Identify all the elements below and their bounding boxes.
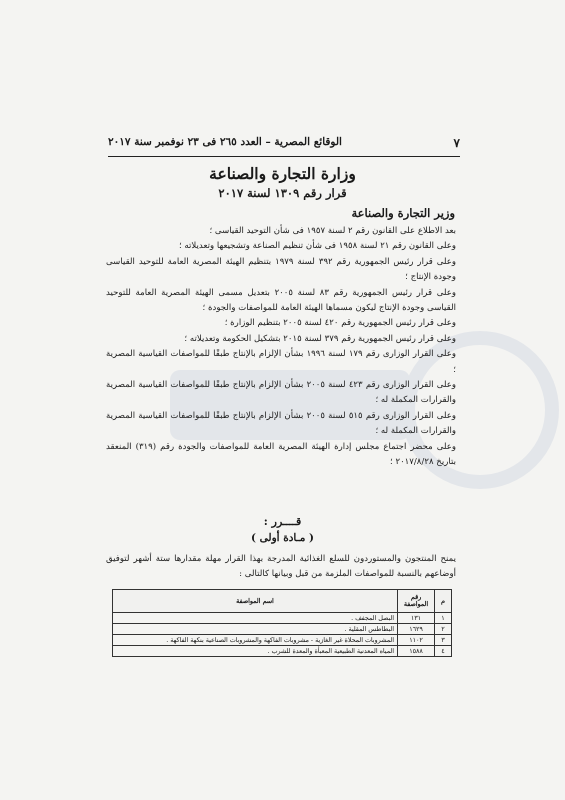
decree-number: قرار رقم ١٣٠٩ لسنة ٢٠١٧ [218, 186, 347, 200]
table-header-row [113, 590, 452, 613]
preamble-line: وعلى القانون رقم ٢١ لسنة ١٩٥٨ فى شأن تنظيم الصناعة وتشجيعها وتعديلاته ؛ [178, 241, 456, 252]
row-index: ٢ [435, 624, 452, 635]
article-text: يمنح المنتجون والمستوردون للسلع الغذائية المدرجة بهذا القرار مهلة مقدارها ستة أشهر لتوفيق أوضاعهم بالنسبة للمواصفات الملزمة من قبل وبيانها كالتالى : [106, 554, 456, 580]
row-index: ٣ [435, 635, 452, 646]
page-number: ٧ [453, 136, 460, 150]
standards-table [112, 589, 452, 657]
preamble [106, 224, 456, 471]
table-row [113, 624, 452, 635]
table-row [113, 646, 452, 657]
preamble-line: وعلى قرار رئيس الجمهورية رقم ٣٩٢ لسنة ١٩٧٩ بتنظيم الهيئة المصرية العامة للتوحيد القياسى وجودة الإنتاج ؛ [106, 256, 456, 283]
standard-name: المياه المعدنية الطبيعية المعبأة والمعدة للشرب . [113, 646, 398, 657]
minister-title: وزير التجارة والصناعة [351, 206, 455, 220]
row-index: ٤ [435, 646, 452, 657]
standard-name: البصل المجفف . [113, 613, 398, 624]
row-index: ١ [435, 613, 452, 624]
preamble-line: وعلى قرار رئيس الجمهورية رقم ٨٣ لسنة ٢٠٠٥ بتعديل مسمى الهيئة المصرية العامة للتوحيد القياسى وجودة الإنتاج ليكون مسماها الهيئة العامة للمواصفات والجودة ؛ [106, 287, 456, 314]
preamble-line: وعلى قرار رئيس الجمهورية رقم ٣٧٩ لسنة ٢٠١٥ بتشكيل الحكومة وتعديلاته ؛ [184, 333, 456, 344]
standard-number: ١٣١ [398, 613, 435, 624]
preamble-line: وعلى قرار رئيس الجمهورية رقم ٤٢٠ لسنة ٢٠٠٥ بتنظيم الوزارة ؛ [224, 318, 456, 329]
standard-number: ١١٠٢ [398, 635, 435, 646]
table-row [113, 635, 452, 646]
column-header-standard-number: رقم المواصفة [398, 590, 435, 613]
standard-number: ١٦٢٩ [398, 624, 435, 635]
preamble-line: وعلى القرار الوزارى رقم ١٧٩ لسنة ١٩٩٦ بشأن الإلزام بالإنتاج طبقًا للمواصفات القياسية المصرية ؛ [106, 349, 456, 375]
ministry-title: وزارة التجارة والصناعة [209, 164, 356, 183]
standard-name: البطاطس المقلية . [113, 624, 398, 635]
column-header-standard-name: اسم المواصفة [113, 590, 398, 613]
table-row [113, 613, 452, 624]
page-header [108, 134, 460, 157]
article-title: ( مـادة أولى ) [251, 532, 314, 544]
preamble-line: وعلى محضر اجتماع مجلس إدارة الهيئة المصرية العامة للمواصفات والجودة رقم (٣١٩) المنعقد بتاريخ ٢٠١٧/٨/٢٨ ؛ [106, 441, 457, 468]
gazette-issue-title: الوقائع المصرية – العدد ٢٦٥ فى ٢٣ نوفمبر سنة ٢٠١٧ [108, 136, 342, 148]
preamble-line: وعلى القرار الوزارى رقم ٥١٥ لسنة ٢٠٠٥ بشأن الإلزام بالإنتاج طبقًا للمواصفات القياسية المصرية والقرارات المكملة له ؛ [106, 410, 456, 437]
column-header-index: م [435, 590, 452, 613]
standard-number: ١٥٨٨ [398, 646, 435, 657]
standard-name: المشروبات المحلاة غير الغازية - مشروبات الفاكهة والمشروبات الصناعية بنكهة الفاكهة . [113, 635, 398, 646]
decided-heading: قــــرر : [263, 515, 302, 528]
preamble-line: وعلى القرار الوزارى رقم ٤٢٣ لسنة ٢٠٠٥ بشأن الإلزام بالإنتاج طبقًا للمواصفات القياسية المصرية والقرارات المكملة له ؛ [106, 380, 456, 406]
preamble-line: بعد الاطلاع على القانون رقم ٢ لسنة ١٩٥٧ فى شأن التوحيد القياسى ؛ [209, 226, 456, 236]
